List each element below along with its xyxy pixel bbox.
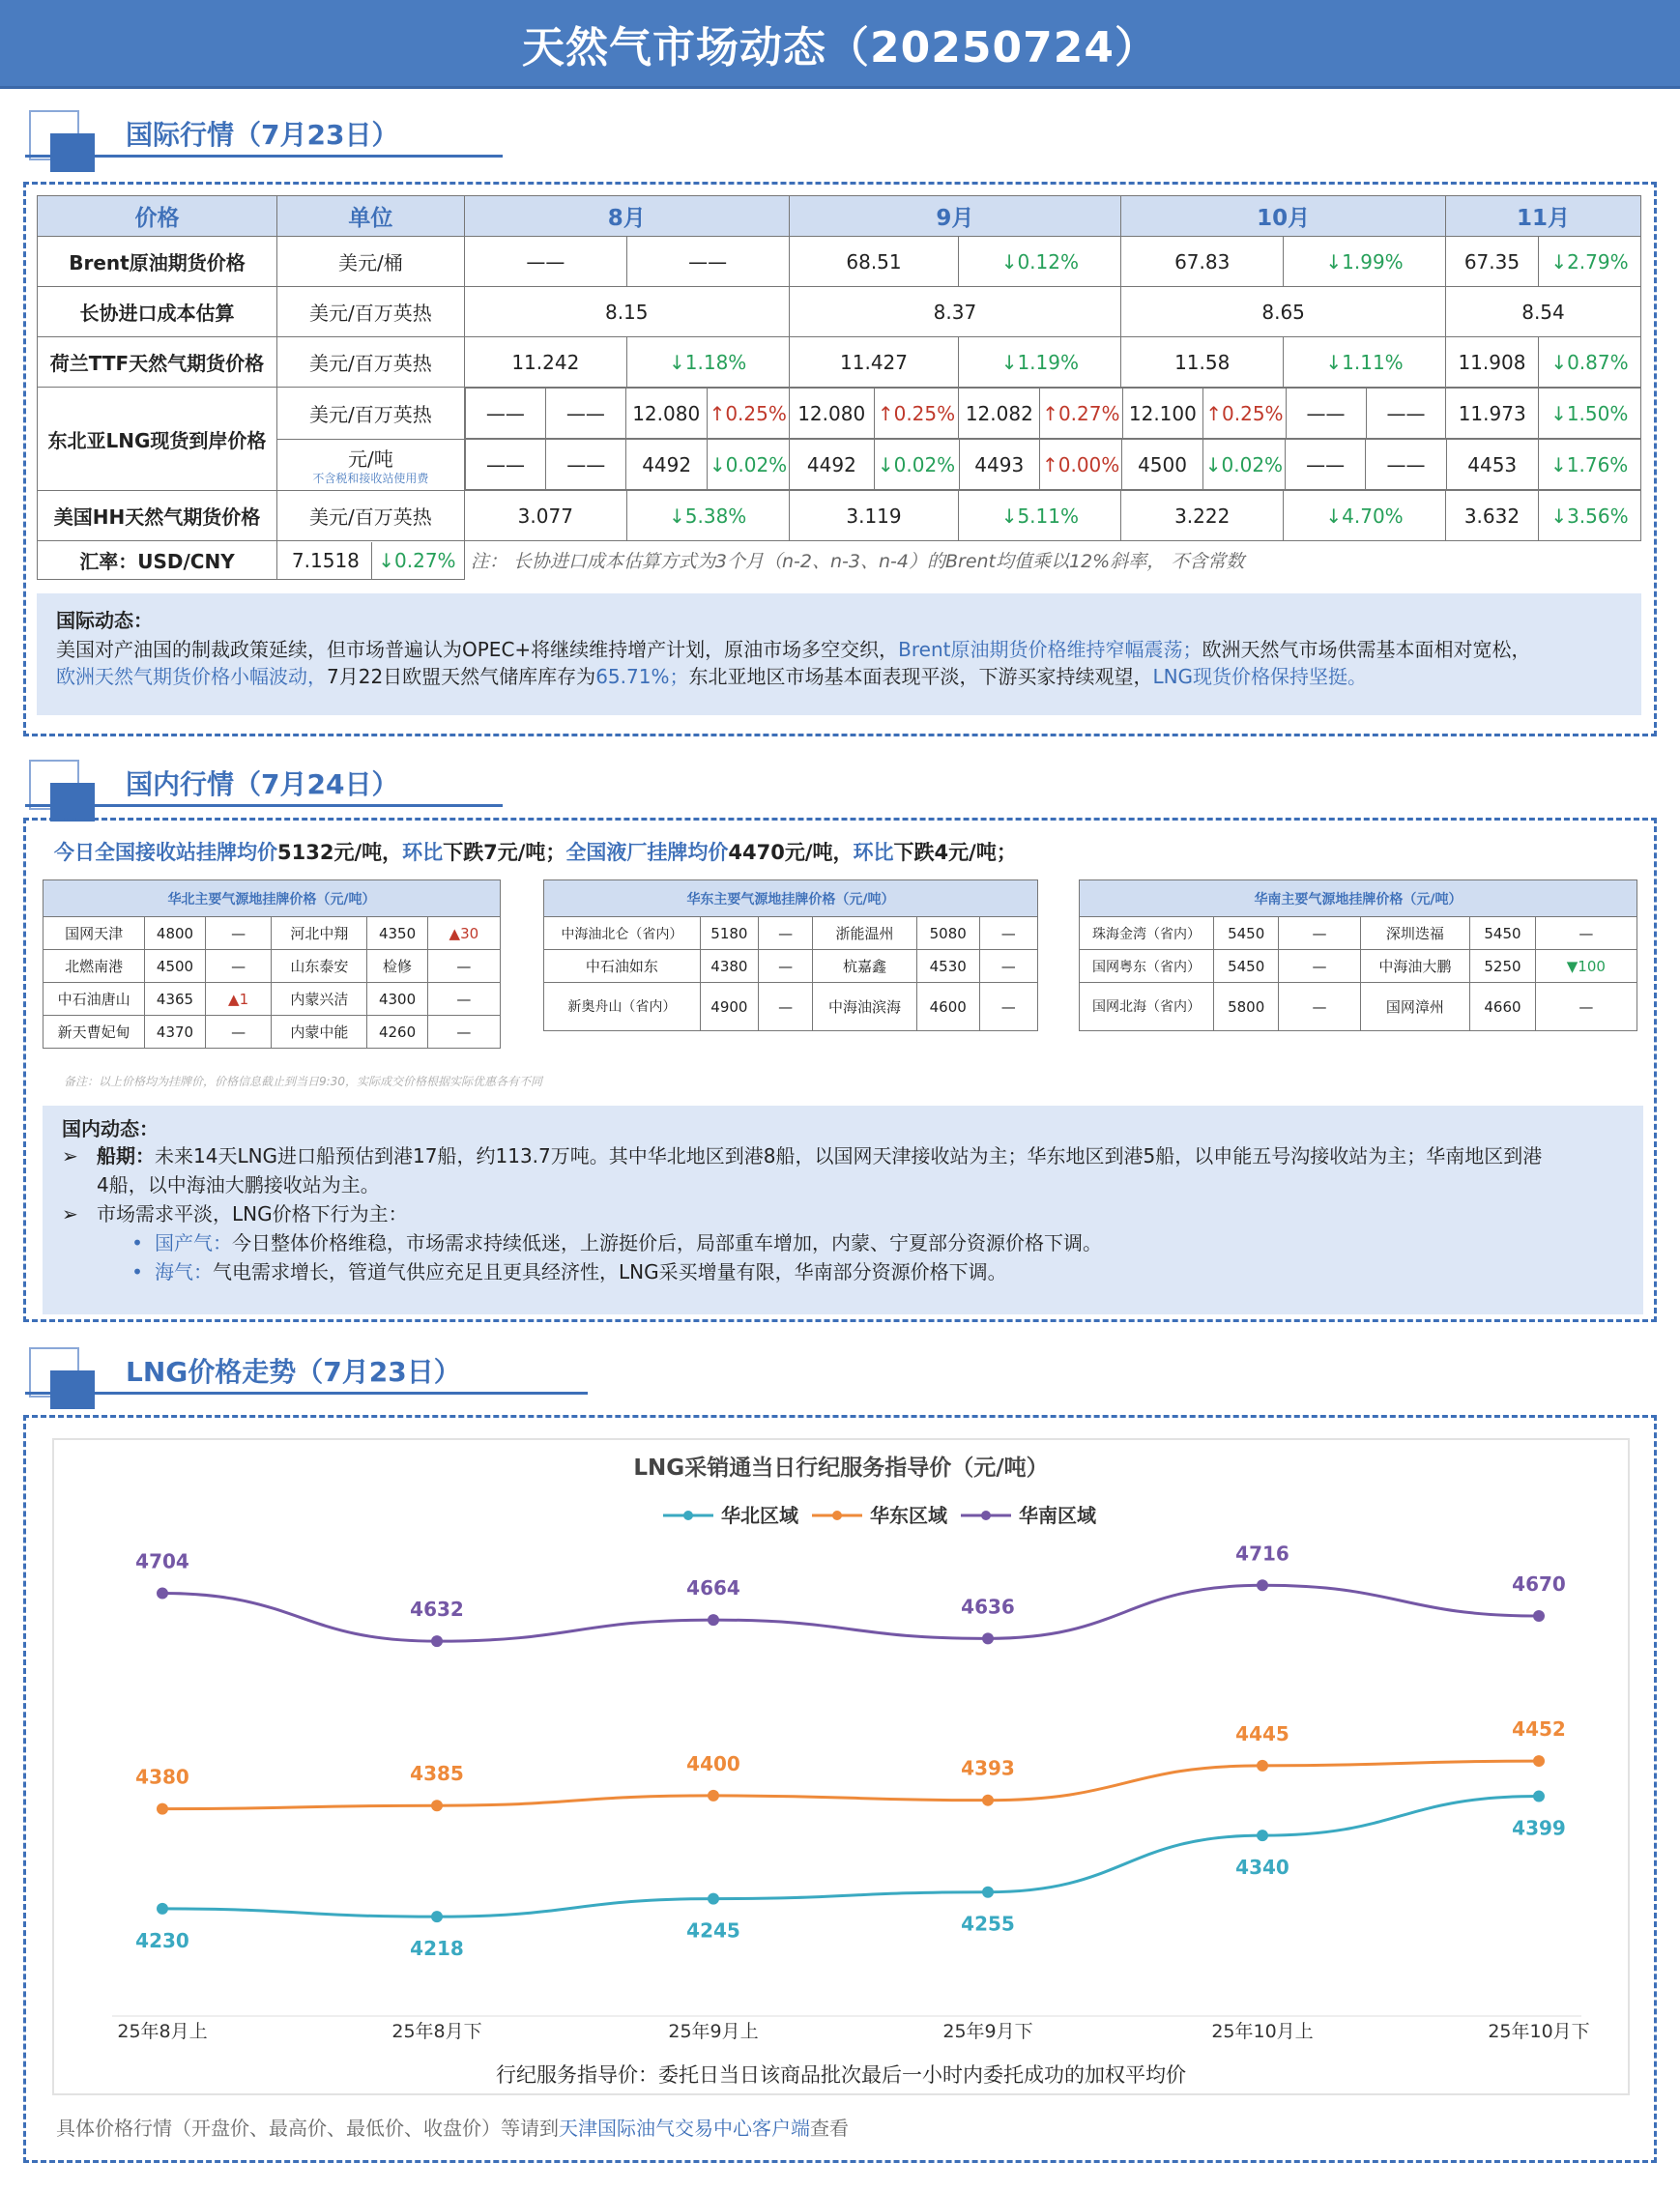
lng-row2	[465, 439, 1641, 490]
data-point	[1257, 1579, 1268, 1591]
domestic-summary	[54, 837, 1017, 866]
col-head: 8月	[464, 196, 789, 237]
series-line-2	[162, 1585, 1539, 1641]
cell: 3.632	[1445, 491, 1538, 541]
dom-dyn-row	[62, 1170, 1624, 1199]
data-label: 4632	[410, 1598, 464, 1622]
table-row	[43, 917, 501, 950]
cell: 4350	[367, 917, 427, 950]
x-tick-label: 25年9月下	[942, 2021, 1033, 2042]
cell: ↓2.79%	[1538, 237, 1640, 287]
t: 挂牌均价	[196, 841, 277, 864]
t: 下跌4元/吨；	[893, 841, 1017, 864]
cell: 12.100	[1122, 389, 1203, 439]
cell: ↓0.02%	[874, 440, 959, 490]
table-row	[43, 1016, 501, 1049]
cell: 中石油唐山	[43, 983, 145, 1016]
data-label: 4445	[1235, 1721, 1289, 1745]
cell: —	[759, 950, 813, 983]
table-row	[38, 388, 1641, 440]
cell: 3.222	[1121, 491, 1284, 541]
section-title: 国内行情（7月24日）	[126, 768, 399, 800]
cell: 4493	[959, 440, 1039, 490]
table-row	[38, 337, 1641, 388]
table-title: 华北主要气源地挂牌价格（元/吨）	[43, 880, 501, 917]
x-tick-label: 25年10月下	[1488, 2021, 1590, 2042]
table-row	[1080, 917, 1637, 950]
data-point	[157, 1803, 168, 1815]
row-label: 荷兰TTF天然气期货价格	[38, 337, 277, 388]
text: 7月22日欧盟天然气储库库存为	[327, 665, 596, 688]
domestic-dynamics	[43, 1106, 1643, 1314]
cell: 4453	[1446, 440, 1538, 490]
cell: ——	[465, 440, 545, 490]
cell: —	[205, 917, 272, 950]
cell: ——	[626, 237, 789, 287]
cell: 5080	[916, 917, 979, 950]
cell: 8.65	[1121, 287, 1446, 337]
data-point	[708, 1893, 719, 1905]
data-point	[982, 1632, 994, 1644]
intl-price-table	[37, 195, 1641, 580]
data-point	[708, 1614, 719, 1626]
cell: 国网北海（省内）	[1080, 983, 1214, 1031]
unit-subnote: 不含税和接收站使用费	[312, 472, 429, 486]
t: 国产气：	[155, 1231, 232, 1254]
cell: 4900	[700, 983, 758, 1031]
data-point	[157, 1903, 168, 1915]
cell: —	[1279, 917, 1360, 950]
cell: ↓0.12%	[959, 237, 1121, 287]
t: 环比	[402, 841, 444, 864]
table-row	[43, 983, 501, 1016]
text-highlight: 65.71%；	[595, 665, 689, 688]
cell: 3.077	[464, 491, 626, 541]
cell: 5450	[1213, 917, 1278, 950]
cell: 5180	[700, 917, 758, 950]
cell: ↓1.50%	[1538, 389, 1640, 439]
section-header-intl	[25, 101, 528, 178]
t: 查看	[810, 2117, 849, 2140]
cell: ↓0.02%	[707, 440, 789, 490]
cell: 4260	[367, 1016, 427, 1049]
lng-row2-wrap	[464, 439, 1640, 491]
data-point	[982, 1795, 994, 1806]
row-label: Brent原油期货价格	[38, 237, 277, 287]
data-label: 4399	[1512, 1816, 1566, 1840]
cell: 11.973	[1446, 389, 1538, 439]
text: 欧洲天然气市场供需基本面相对宽松，	[1202, 638, 1531, 661]
data-label: 4245	[686, 1918, 740, 1943]
cell: 4300	[367, 983, 427, 1016]
cell: 67.83	[1121, 237, 1284, 287]
unit-cell	[276, 439, 464, 491]
cell: 4500	[1122, 440, 1202, 490]
section-title: LNG价格走势（7月23日）	[126, 1356, 461, 1388]
client-link[interactable]: 天津国际油气交易中心客户端	[559, 2117, 810, 2140]
unit-cell: 美元/百万英热	[276, 491, 464, 541]
cell: 中石油如东	[544, 950, 701, 983]
cell: 4530	[916, 950, 979, 983]
text-highlight: LNG现货价格保持坚挺。	[1152, 665, 1368, 688]
cell: 11.58	[1121, 337, 1284, 388]
x-tick-label: 25年8月下	[391, 2021, 482, 2042]
cell: ↑0.25%	[874, 389, 959, 439]
intl-dynamics	[37, 593, 1641, 715]
col-head: 10月	[1121, 196, 1446, 237]
legend-label: 华北区域	[721, 1504, 798, 1527]
chart-frame	[52, 1438, 1630, 2095]
cell: ↓1.11%	[1284, 337, 1446, 388]
data-label: 4400	[686, 1751, 740, 1775]
table-row	[43, 950, 501, 983]
cell: ——	[465, 389, 545, 439]
cell: ——	[464, 237, 626, 287]
section-header-domestic	[25, 750, 528, 827]
t: 挂牌均价	[647, 841, 729, 864]
cell: 深圳迭福	[1360, 917, 1470, 950]
cell: ——	[546, 440, 626, 490]
data-point	[431, 1800, 443, 1811]
table-row	[544, 950, 1038, 983]
cell: 浙能温州	[813, 917, 917, 950]
cell: ——	[1366, 389, 1446, 439]
cell: 4380	[700, 950, 758, 983]
section-icon-fill	[50, 1370, 95, 1409]
table-title: 华东主要气源地挂牌价格（元/吨）	[544, 880, 1038, 917]
table-title: 华南主要气源地挂牌价格（元/吨）	[1080, 880, 1637, 917]
arrow-icon: ➢	[62, 1144, 78, 1168]
unit-text: 元/吨	[348, 447, 393, 472]
legend-label: 华东区域	[870, 1504, 947, 1527]
cell: 68.51	[789, 237, 959, 287]
legend-marker	[981, 1511, 991, 1520]
cell: —	[1535, 917, 1637, 950]
cell: ▲30	[427, 917, 500, 950]
cell: ↓5.38%	[626, 491, 789, 541]
cell: —	[205, 1016, 272, 1049]
cell: 新天曹妃甸	[43, 1016, 145, 1049]
table-row	[38, 439, 1641, 491]
cell: 67.35	[1445, 237, 1538, 287]
lng-line-chart	[54, 1440, 1628, 2093]
data-point	[708, 1790, 719, 1802]
t: 市场需求平淡，LNG价格下行为主：	[97, 1202, 408, 1225]
unit-cell: 美元/百万英热	[276, 287, 464, 337]
cell: —	[759, 983, 813, 1031]
x-tick-label: 25年9月上	[668, 2021, 759, 2042]
cell: 杭嘉鑫	[813, 950, 917, 983]
cell: 检修	[367, 950, 427, 983]
cell: 4660	[1470, 983, 1535, 1031]
cell: 4492	[626, 440, 707, 490]
data-label: 4230	[135, 1928, 189, 1952]
table-row	[38, 491, 1641, 541]
data-point	[1533, 1755, 1545, 1767]
cell: ↑0.25%	[1203, 389, 1286, 439]
title-bar	[0, 0, 1680, 89]
data-point	[431, 1635, 443, 1647]
cell: 4492	[790, 440, 874, 490]
unit-cell: 美元/桶	[276, 237, 464, 287]
cell: 8.37	[789, 287, 1121, 337]
cell: ——	[545, 389, 625, 439]
data-point	[1533, 1791, 1545, 1802]
south-table	[1079, 879, 1637, 1031]
intl-dyn-head: 国际动态：	[56, 609, 153, 632]
cell: 11.242	[464, 337, 626, 388]
text-highlight: 欧洲天然气期货价格小幅波动，	[56, 665, 327, 688]
cell: 河北中翔	[272, 917, 367, 950]
cell: —	[205, 950, 272, 983]
data-label: 4385	[410, 1762, 464, 1786]
cell: 内蒙中能	[272, 1016, 367, 1049]
data-label: 4218	[410, 1937, 464, 1961]
legend-marker	[832, 1511, 842, 1520]
text	[97, 1141, 1542, 1170]
cell: —	[1535, 983, 1637, 1031]
unit-cell: 美元/百万英热	[276, 337, 464, 388]
cell: ↓5.11%	[959, 491, 1121, 541]
cell: ↓1.18%	[626, 337, 789, 388]
cell: —	[979, 950, 1037, 983]
data-label: 4716	[1235, 1542, 1289, 1566]
t: 全国液厂	[565, 841, 648, 864]
cell: ——	[1366, 440, 1446, 490]
cell: 4365	[145, 983, 205, 1016]
bullet-icon: •	[131, 1231, 143, 1254]
cell: 国网漳州	[1360, 983, 1470, 1031]
cell: 5800	[1213, 983, 1278, 1031]
cell: —	[427, 983, 500, 1016]
cell: 5250	[1470, 950, 1535, 983]
cell: 12.082	[959, 389, 1040, 439]
row-label: 美国HH天然气期货价格	[38, 491, 277, 541]
table-header	[38, 196, 1641, 237]
cell: ▲1	[205, 983, 272, 1016]
data-label: 4664	[686, 1576, 740, 1600]
cell: 11.427	[789, 337, 959, 388]
dom-dyn-row	[62, 1257, 1624, 1286]
data-label: 4393	[961, 1756, 1015, 1780]
bottom-note	[56, 2113, 849, 2141]
t: 今日整体价格维稳，市场需求持续低迷，上游挺价后，局部重车增加，内蒙、宁夏部分资源价格下调。	[232, 1231, 1102, 1254]
cell: 山东泰安	[272, 950, 367, 983]
arrow-icon: ➢	[62, 1202, 78, 1225]
dom-dyn-row	[62, 1141, 1624, 1170]
text: 东北亚地区市场基本面表现平淡，下游买家持续观望，	[688, 665, 1153, 688]
cell: ↓1.99%	[1284, 237, 1446, 287]
data-point	[1533, 1610, 1545, 1622]
cell: 中海油大鹏	[1360, 950, 1470, 983]
cell: —	[759, 917, 813, 950]
col-head: 价格	[38, 196, 277, 237]
col-head: 9月	[789, 196, 1121, 237]
cell: —	[427, 950, 500, 983]
cell: 5450	[1470, 917, 1535, 950]
cell: 国网天津	[43, 917, 145, 950]
cell: 中海油北仑（省内）	[544, 917, 701, 950]
t: 船期：	[97, 1144, 155, 1168]
row-label: 汇率：USD/CNY	[38, 541, 277, 580]
table-row	[38, 541, 1641, 580]
cell: —	[979, 917, 1037, 950]
cell: 4500	[145, 950, 205, 983]
table-row	[544, 983, 1038, 1031]
bullet-icon: •	[131, 1260, 143, 1283]
chart-title: LNG采销通当日行纪服务指导价（元/吨）	[633, 1456, 1049, 1481]
t: 环比	[853, 841, 894, 864]
cell: 5450	[1213, 950, 1278, 983]
col-head: 11月	[1445, 196, 1640, 237]
section-underline	[25, 155, 503, 158]
cell: ↑0.25%	[707, 389, 789, 439]
x-tick-label: 25年8月上	[117, 2021, 208, 2042]
row-label: 东北亚LNG现货到岸价格	[38, 388, 277, 491]
cell: ——	[1286, 389, 1366, 439]
legend-marker	[683, 1511, 693, 1520]
t: 4船，以中海油大鹏接收站为主。	[97, 1173, 380, 1196]
cell: ▼100	[1535, 950, 1637, 983]
t: 4470元/吨，	[728, 841, 854, 864]
cell: —	[979, 983, 1037, 1031]
data-label: 4636	[961, 1595, 1015, 1619]
north-table	[43, 879, 501, 1049]
cell: 国网粤东（省内）	[1080, 950, 1214, 983]
spacer	[62, 1170, 97, 1199]
cell: —	[427, 1016, 500, 1049]
page-title: 天然气市场动态（20250724）	[522, 22, 1158, 72]
t: 气电需求增长，管道气供应充足且更具经济性，LNG采买增量有限，华南部分资源价格下调。	[213, 1260, 1007, 1283]
cell: 内蒙兴洁	[272, 983, 367, 1016]
data-point	[157, 1588, 168, 1600]
cell: ↓1.19%	[959, 337, 1121, 388]
section-icon-fill	[50, 133, 95, 172]
cell: 12.080	[789, 389, 874, 439]
domestic-note: 备注：以上价格均为挂牌价，价格信息截止到当日9:30，实际成交价格根据实际优惠各有不同	[64, 1075, 542, 1088]
data-point	[1257, 1760, 1268, 1772]
cell: ↓4.70%	[1284, 491, 1446, 541]
section-title: 国际行情（7月23日）	[126, 119, 399, 151]
section-underline	[25, 804, 503, 807]
data-label: 4452	[1512, 1717, 1566, 1742]
cell: 珠海金湾（省内）	[1080, 917, 1214, 950]
x-tick-label: 25年10月上	[1211, 2021, 1314, 2042]
fx-cell	[276, 541, 464, 580]
table-row	[1080, 983, 1637, 1031]
unit-cell: 美元/百万英热	[276, 388, 464, 440]
text-highlight: Brent原油期货价格维持窄幅震荡；	[898, 638, 1202, 661]
cell: ↓3.56%	[1538, 491, 1640, 541]
row-label: 长协进口成本估算	[38, 287, 277, 337]
data-label: 4340	[1235, 1856, 1289, 1880]
legend-label: 华南区域	[1019, 1504, 1096, 1527]
cell: ↑0.27%	[1040, 389, 1122, 439]
dom-dyn-row	[62, 1199, 1624, 1228]
table-note: 注： 长协进口成本估算方式为3个月（n-2、n-3、n-4）的Brent均值乘以12%斜率， 不含常数	[470, 551, 1245, 573]
cell: 8.15	[464, 287, 789, 337]
series-line-0	[162, 1797, 1539, 1917]
table-row	[1080, 950, 1637, 983]
cell: ↑0.00%	[1039, 440, 1121, 490]
data-point	[1257, 1830, 1268, 1841]
cell: 8.54	[1445, 287, 1640, 337]
text: 美国对产油国的制裁政策延续，但市场普遍认为OPEC+将继续维持增产计划，原油市场多空交织，	[56, 638, 899, 661]
series-line-1	[162, 1761, 1539, 1809]
x-axis-label: 行纪服务指导价：委托日当日该商品批次最后一小时内委托成功的加权平均价	[496, 2063, 1186, 2087]
data-point	[431, 1911, 443, 1922]
t: 今日全国接收站	[54, 841, 196, 864]
cell: ↓0.87%	[1538, 337, 1640, 388]
cell: 4600	[916, 983, 979, 1031]
cell: ↓1.76%	[1538, 440, 1640, 490]
cell: 4800	[145, 917, 205, 950]
fx-value: 7.1518	[279, 542, 372, 579]
col-head: 单位	[276, 196, 464, 237]
data-label: 4704	[135, 1549, 189, 1573]
cell: —	[1279, 983, 1360, 1031]
cell: 新奥舟山（省内）	[544, 983, 701, 1031]
data-point	[982, 1887, 994, 1898]
cell: 12.080	[625, 389, 707, 439]
t: 未来14天LNG进口船预估到港17船，约113.7万吨。其中华北地区到港8船，以国网天津接收站为主；华东地区到港5船，以申能五号沟接收站为主；华南地区到港	[155, 1144, 1543, 1168]
t: 5132元/吨，	[277, 841, 403, 864]
section-underline	[25, 1392, 588, 1395]
east-table	[543, 879, 1038, 1031]
data-label: 4380	[135, 1765, 189, 1789]
t: 下跌7元/吨；	[443, 841, 566, 864]
cell: 11.908	[1445, 337, 1538, 388]
lng-row1	[465, 388, 1641, 439]
cell: 北燃南港	[43, 950, 145, 983]
cell: 3.119	[789, 491, 959, 541]
data-label: 4670	[1512, 1571, 1566, 1596]
fx-change: ↓0.27%	[378, 548, 456, 572]
cell: —	[1279, 950, 1360, 983]
t: 海气：	[155, 1260, 213, 1283]
t: 具体价格行情（开盘价、最高价、最低价、收盘价）等请到	[56, 2117, 559, 2140]
cell: 4370	[145, 1016, 205, 1049]
dom-dyn-head: 国内动态：	[62, 1117, 159, 1140]
cell: ↓0.02%	[1202, 440, 1285, 490]
data-label: 4255	[961, 1912, 1015, 1936]
dom-dyn-row	[62, 1228, 1624, 1257]
lng-row1-wrap	[464, 388, 1640, 440]
table-row	[544, 917, 1038, 950]
cell: ——	[1286, 440, 1366, 490]
section-header-chart	[25, 1338, 605, 1415]
table-row	[38, 287, 1641, 337]
section-icon-fill	[50, 783, 95, 822]
cell: 中海油滨海	[813, 983, 917, 1031]
table-row	[38, 237, 1641, 287]
